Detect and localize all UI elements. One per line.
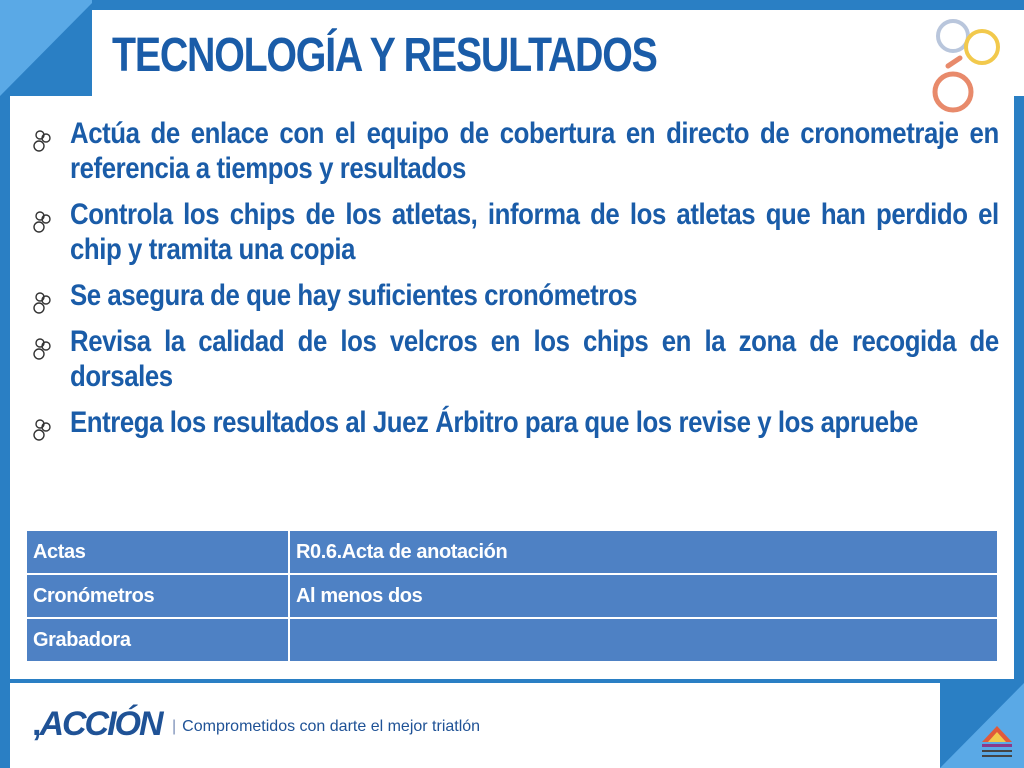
table-cell-value	[290, 619, 997, 661]
rings-bullet-icon	[30, 209, 54, 233]
frame-corner-accent	[0, 0, 95, 96]
brand-name: ACCIÓN	[39, 705, 162, 743]
rings-bullet-icon	[30, 128, 54, 152]
bullet-text: Entrega los resultados al Juez Árbitro para que los revise y los apruebe	[70, 406, 918, 439]
table-cell-label: Grabadora	[27, 619, 288, 661]
federation-logo-icon	[978, 722, 1016, 762]
bullet-item	[30, 405, 996, 440]
tagline-text: Comprometidos con darte el mejor triatlón	[182, 718, 481, 735]
bullet-item	[30, 116, 999, 186]
rings-bullet-icon	[30, 290, 54, 314]
table-row	[27, 575, 997, 617]
table-cell-value: R0.6.Acta de anotación	[290, 531, 997, 573]
bullet-text: Actúa de enlace con el equipo de cobertura en directo de cronometraje en referencia a tiempos y resultados	[70, 117, 999, 185]
table-row	[27, 619, 997, 661]
resources-table	[25, 529, 999, 666]
triathlon-rings-logo-icon	[920, 14, 1010, 124]
bullet-item	[30, 197, 999, 267]
bullet-text: Controla los chips de los atletas, informa de los atletas que han perdido el chip y tramita una copia	[70, 198, 999, 266]
footer-tagline	[172, 718, 480, 736]
table-cell-value: Al menos dos	[290, 575, 997, 617]
brand-comma-mark: ,	[32, 705, 40, 743]
brand-logo	[32, 704, 162, 744]
table-row	[27, 531, 997, 573]
rings-bullet-icon	[30, 336, 54, 360]
frame-top-band	[92, 0, 1024, 10]
slide-title: TECNOLOGÍA Y RESULTADOS	[112, 29, 657, 82]
tagline-separator: |	[172, 718, 177, 735]
table-cell-label: Cronómetros	[27, 575, 288, 617]
bullet-text: Se asegura de que hay suficientes cronómetros	[70, 279, 638, 312]
bullet-item	[30, 324, 999, 394]
resources-table-grid	[25, 529, 999, 663]
table-cell-label: Actas	[27, 531, 288, 573]
bullet-list	[30, 116, 999, 451]
rings-bullet-icon	[30, 417, 54, 441]
bullet-text: Revisa la calidad de los velcros en los chips en la zona de recogida de dorsales	[70, 325, 999, 393]
bullet-item	[30, 278, 996, 313]
